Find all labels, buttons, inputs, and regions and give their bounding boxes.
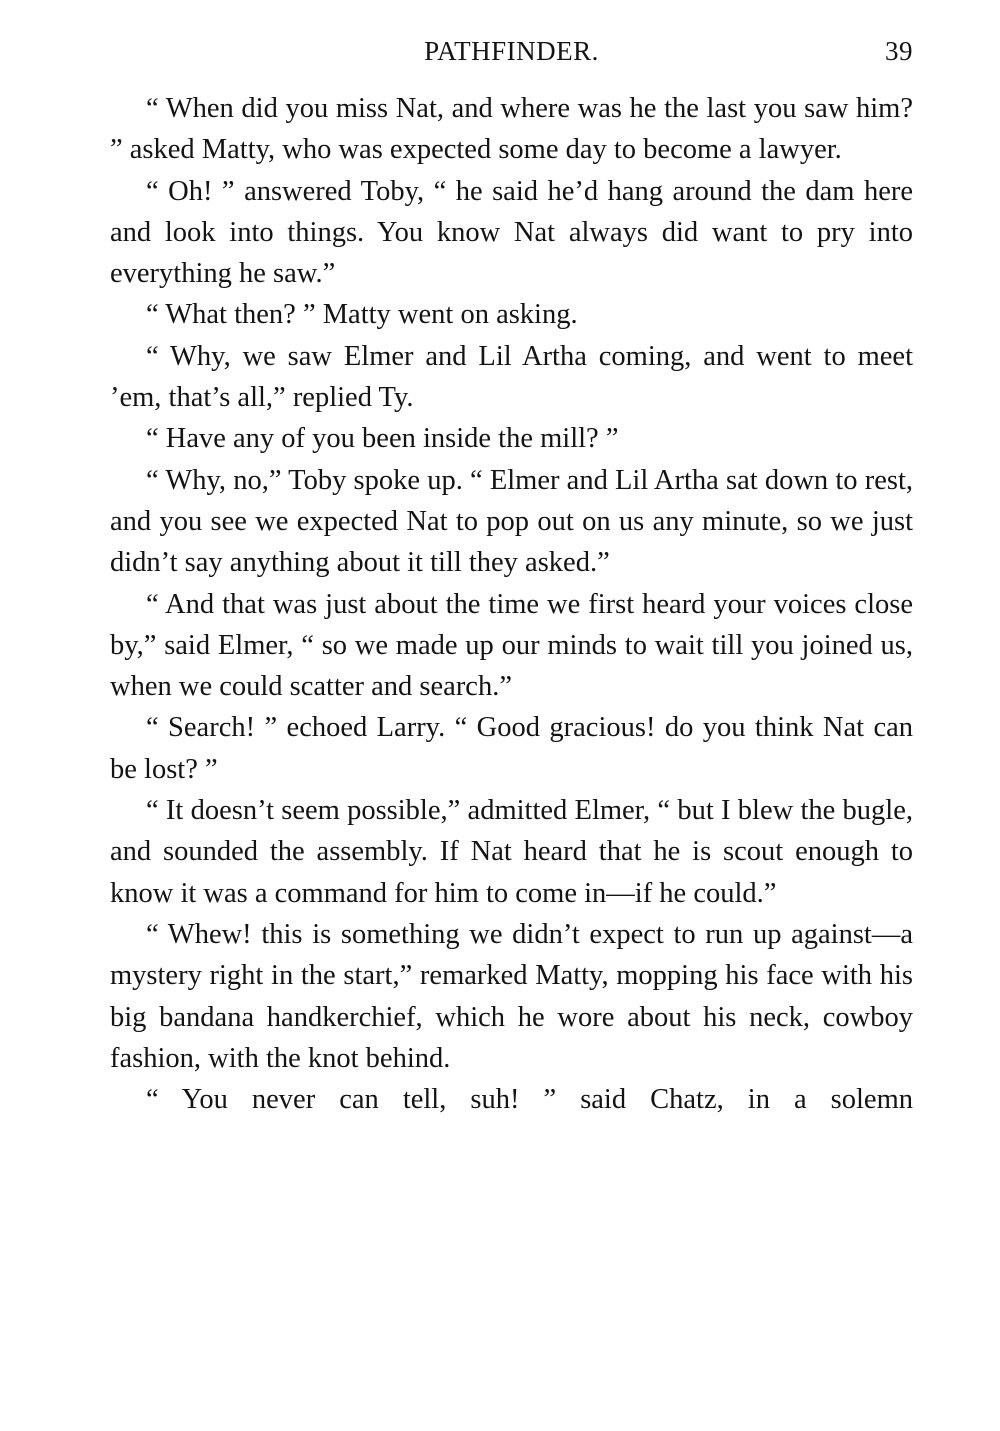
paragraph: “ Why, we saw Elmer and Lil Artha coming, and went to meet ’em, that’s all,” replied Ty. [110, 340, 913, 414]
running-title: PATHFINDER. [424, 36, 599, 66]
paragraph: “ You never can tell, suh! ” said Chatz, in a solemn [146, 1084, 913, 1116]
page-number: 39 [885, 36, 913, 66]
body-text [110, 88, 913, 1120]
paragraph: “ Whew! this is something we didn’t expect to run up against—a mystery right in the start,” remarked Matty, mopping his face with his big bandana handkerchief, which he wore about his neck, cowboy fashion, with the knot behind. [110, 918, 913, 1074]
paragraph: “ Why, no,” Toby spoke up. “ Elmer and Lil Artha sat down to rest, and you see we expected Nat to pop out on us any minute, so we just didn’t say anything about it till they asked.” [110, 464, 913, 579]
book-page [110, 30, 913, 1120]
paragraph: “ Search! ” echoed Larry. “ Good gracious! do you think Nat can be lost? ” [110, 712, 913, 785]
paragraph: “ When did you miss Nat, and where was he the last you saw him? ” asked Matty, who was expected some day to become a lawyer. [110, 93, 913, 166]
paragraph: “ And that was just about the time we first heard your voices close by,” said Elmer, “ so we made up our minds to wait till you joined us, when we could scatter and search.” [110, 588, 913, 703]
paragraph: “ Have any of you been inside the mill? ” [146, 423, 619, 455]
running-header [110, 30, 913, 76]
paragraph: “ It doesn’t seem possible,” admitted Elmer, “ but I blew the bugle, and sounded the assembly. If Nat heard that he is scout enough to know it was a command for him to come in—if he could.” [110, 795, 913, 909]
paragraph: “ What then? ” Matty went on asking. [146, 299, 578, 331]
paragraph: “ Oh! ” answered Toby, “ he said he’d hang around the dam here and look into things. You know Nat always did want to pry into everything he saw.” [110, 175, 913, 290]
